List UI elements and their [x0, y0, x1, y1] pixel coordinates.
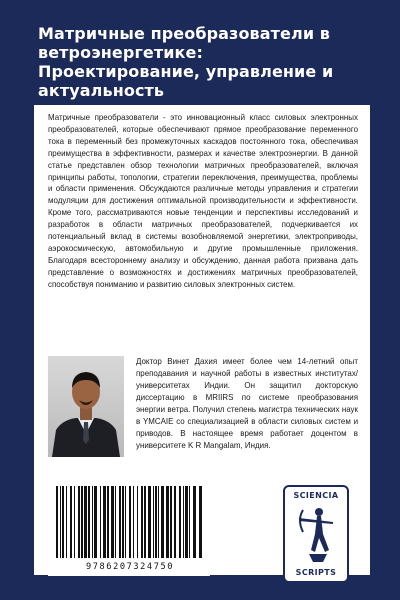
barcode-bar: [70, 486, 72, 558]
barcode-bar: [103, 486, 106, 558]
barcode-bar: [179, 486, 181, 558]
barcode-bar: [115, 486, 116, 558]
barcode-bar: [155, 486, 157, 558]
barcode-bar: [166, 486, 169, 558]
barcode-bar: [56, 486, 58, 558]
author-bio: Доктор Винет Дахия имеет более чем 14-летний опыт преподавания и научной работы в известных институтах/университетах Индии. Он защитил докторскую диссертацию в MRIIRS по системе преобразования энергии ветра. Получил степень магистра технических наук в YMCAIE со специализацией в области силовых систем и приводов. В настоящее время работает доцентом в университете K R Mangalam, Индия.: [136, 357, 358, 450]
barcode-bar: [94, 486, 97, 558]
barcode-bar: [62, 486, 64, 558]
book-title: Матричные преобразователи в ветроэнергетике: Проектирование, управление и актуальность: [38, 24, 334, 100]
barcode-bar: [161, 486, 164, 558]
barcode-bar: [60, 486, 61, 558]
barcode-bar: [122, 486, 124, 558]
barcode-bar: [119, 486, 121, 558]
barcode-bar: [170, 486, 172, 558]
isbn-digits: 9786207324750: [85, 562, 175, 572]
barcode-bar: [183, 486, 184, 558]
publisher-logo: [283, 485, 349, 583]
barcode-bar: [199, 486, 202, 558]
barcode-bar: [174, 486, 176, 558]
barcode-bar: [74, 486, 75, 558]
book-abstract: Матричные преобразователи - это инновационный класс силовых электронных преобразователей, которые обеспечивают прямое преобразование переменного тока в переменный без промежуточных каскадов постоянного тока, обеспечивая преимущества в эффективности, размерах и качестве электроэнергии. В данной статье представлен обзор технологии матричных преобразователей, включая принципы работы, топологии, стратегии переключения, преимущества, проблемы и области применения. Обсуждаются различные методы управления и стратегии модуляции для достижения оптимальной производительности и эффективности. Кроме того, рассматриваются новые тенденции и перспективы исследований и разработок в области матричных преобразователей, подчеркивается их потенциальный вклад в системы возобновляемой энергетики, электроприводы, аэрокосмическую, автомобильную и другие промышленные приложения. Благодаря всестороннему анализу и обсуждению, данная работа призвана дать представление о возможностях и достижениях матричных преобразователей, способствуя пониманию и развитию силовых электронных систем.: [48, 113, 358, 289]
barcode-bar: [66, 486, 67, 558]
barcode-bar: [158, 486, 159, 558]
barcode-bar: [137, 486, 138, 558]
publisher-name-top: SCIENCIA: [293, 491, 339, 500]
barcode-bar: [141, 486, 143, 558]
barcode-bar: [78, 486, 80, 558]
barcode-bar: [193, 486, 196, 558]
author-photo: [48, 356, 124, 457]
barcode-bar: [185, 486, 188, 558]
publisher-name-bottom: SCRIPTS: [295, 568, 337, 577]
barcode-bar: [125, 486, 126, 558]
barcode-bar: [133, 486, 134, 558]
archer-icon: [293, 504, 339, 566]
barcode-bar: [81, 486, 83, 558]
barcode-bar: [144, 486, 146, 558]
barcode-bar: [189, 486, 190, 558]
barcode-bar: [84, 486, 87, 558]
barcode-bar: [100, 486, 101, 558]
barcode-bar: [88, 486, 90, 558]
barcode-bar: [107, 486, 109, 558]
barcode-bar: [111, 486, 114, 558]
barcode-bar: [153, 486, 154, 558]
isbn-barcode: [48, 484, 210, 576]
barcode-bar: [148, 486, 151, 558]
barcode-bar: [129, 486, 131, 558]
barcode-bar: [92, 486, 93, 558]
